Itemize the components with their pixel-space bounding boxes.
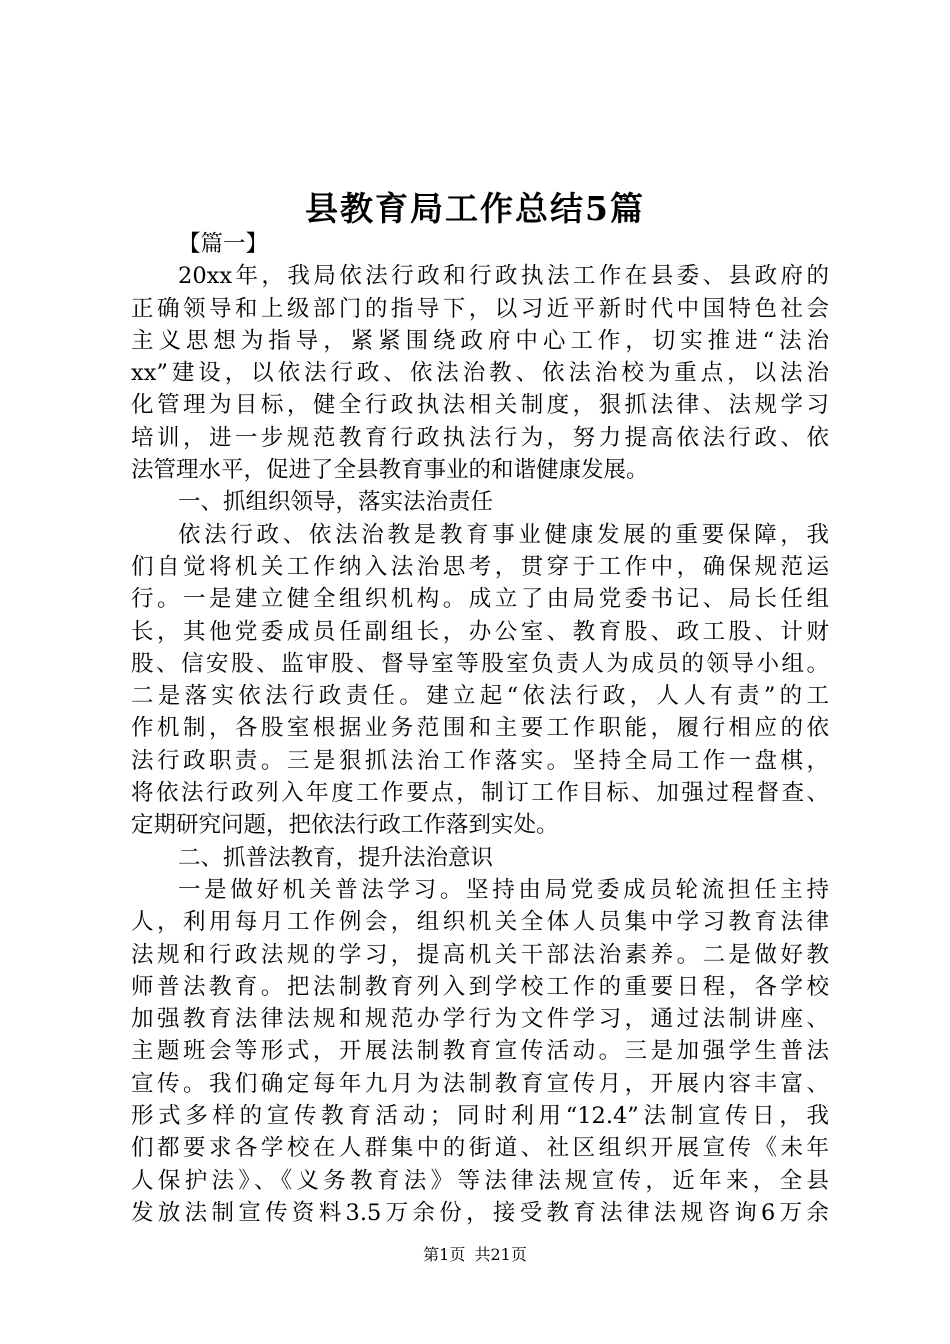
text-line: 长，其他党委成员任副组长，办公室、教育股、政工股、计财	[131, 618, 829, 645]
text-line: 定期研究问题，把依法行政工作落到实处。	[131, 812, 559, 839]
text-line: 人，利用每月工作例会，组织机关全体人员集中学习教育法律	[131, 909, 829, 936]
text-line: 股、信安股、监审股、督导室等股室负责人为成员的领导小组。	[131, 650, 829, 677]
text-line: 正确领导和上级部门的指导下，以习近平新时代中国特色社会	[131, 295, 829, 322]
text-line: 宣传。我们确定每年九月为法制教育宣传月，开展内容丰富、	[131, 1070, 829, 1097]
text-line: 们自觉将机关工作纳入法治思考，贯穿于工作中，确保规范运	[131, 553, 829, 580]
text-line: xx”建设，以依法行政、依法治教、依法治校为重点，以法治	[131, 360, 829, 387]
text-line: 发放法制宣传资料3.5万余份，接受教育法律法规咨询6万余	[131, 1199, 829, 1226]
text-line: 们都要求各学校在人群集中的街道、社区组织开展宣传《未年	[131, 1135, 829, 1162]
text-line: 作机制，各股室根据业务范围和主要工作职能，履行相应的依	[131, 715, 829, 742]
subheading: 二、抓普法教育，提升法治意识	[178, 844, 494, 871]
text-line: 20xx年，我局依法行政和行政执法工作在县委、县政府的	[178, 263, 829, 290]
page-total: 共21页	[474, 1245, 527, 1264]
text-line: 法管理水平，促进了全县教育事业的和谐健康发展。	[131, 457, 649, 484]
text-line: 二是落实依法行政责任。建立起“依法行政，人人有责”的工	[131, 683, 829, 710]
text-line: 法规和行政法规的学习，提高机关干部法治素养。二是做好教	[131, 941, 829, 968]
text-line: 化管理为目标，健全行政执法相关制度，狠抓法律、法规学习	[131, 392, 829, 419]
text-line: 将依法行政列入年度工作要点，制订工作目标、加强过程督查、	[131, 780, 829, 807]
text-line: 加强教育法律法规和规范办学行为文件学习，通过法制讲座、	[131, 1006, 829, 1033]
text-line: 依法行政、依法治教是教育事业健康发展的重要保障，我	[178, 521, 829, 548]
text-line: 主题班会等形式，开展法制教育宣传活动。三是加强学生普法	[131, 1038, 829, 1065]
text-line: 行。一是建立健全组织机构。成立了由局党委书记、局长任组	[131, 586, 829, 613]
text-line: 主义思想为指导，紧紧围绕政府中心工作，切实推进“法治	[131, 327, 829, 354]
subheading: 一、抓组织领导，落实法治责任	[178, 489, 494, 516]
text-line: 人保护法》、《义务教育法》等法律法规宣传，近年来，全县	[131, 1167, 829, 1194]
text-line: 法行政职责。三是狠抓法治工作落实。坚持全局工作一盘棋，	[131, 747, 829, 774]
text-line: 师普法教育。把法制教育列入到学校工作的重要日程，各学校	[131, 973, 829, 1000]
section-heading: 【篇一】	[178, 231, 269, 257]
document-title: 县教育局工作总结5篇	[305, 189, 645, 228]
text-line: 一是做好机关普法学习。坚持由局党委成员轮流担任主持	[178, 876, 829, 903]
document-body	[131, 228, 829, 1229]
page-number: 第1页	[423, 1245, 466, 1264]
text-line: 形式多样的宣传教育活动；同时利用“12.4”法制宣传日，我	[131, 1103, 829, 1130]
page-footer	[0, 1244, 950, 1266]
text-line: 培训，进一步规范教育行政执法行为，努力提高依法行政、依	[131, 424, 829, 451]
